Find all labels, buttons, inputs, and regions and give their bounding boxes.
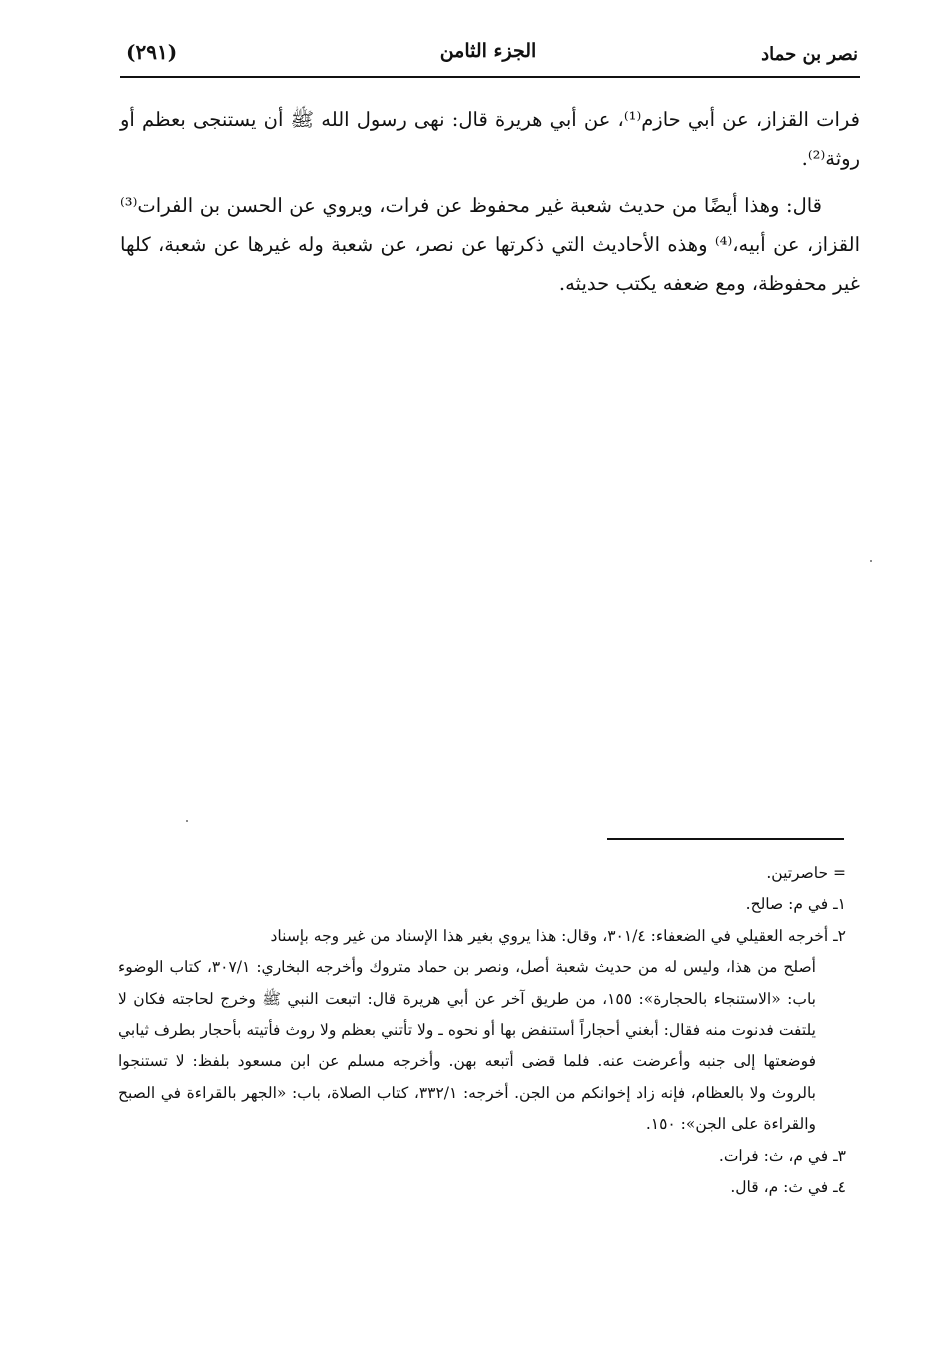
header-rule [120,76,860,78]
footnotes [118,858,846,1203]
running-title: نصر بن حماد [761,44,858,65]
footnote-3: ٣ـ في م، ث: فرات. [718,1146,846,1165]
main-text [120,100,860,311]
footnote-separator [607,838,844,840]
paragraph-1: فرات القزاز، عن أبي حازم⁽¹⁾، عن أبي هريرة قال: نهى رسول الله ﷺ أن يستنجى بعظم أو روثة⁽²⁾. [120,108,860,170]
footnote-2-first-line: ٢ـ أخرجه العقيلي في الضعفاء: ٣٠١/٤، وقال: هذا يروي بغير هذا الإسناد من غير وجه بإسناد [270,926,846,945]
page-number: (٢٩١) [126,40,178,64]
footnote-2-body: أصلح من هذا، وليس له من حديث شعبة أصل، ونصر بن حماد متروك وأخرجه البخاري: ٣٠٧/١، كتاب الوضوء باب: «الاستنجاء بالحجارة»: ١٥٥، من طريق آخر عن أبي هريرة قال: اتبعت النبي ﷺ وخرج لحاجته فكان لا يلتفت فدنوت منه فقال: أبغني أحجاراً أستنفض بها أو نحوه ـ ولا تأتني بعظم ولا روث فأتيته بأحجار بطرف ثيابي فوضعتها إلى جنبه وأعرضت عنه. فلما قضى أتبعه بهن. وأخرجه مسلم عن ابن مسعود بلفظ: لا تستنجوا بالروث ولا بالعظام، فإنه زاد إخوانكم من الجن. أخرجه: ٣٣٢/١، كتاب الصلاة، باب: «الجهر بالقراءة في الصبح والقراءة على الجن»: ١٥٠. [118,958,816,1134]
scan-speck [870,560,872,562]
volume-title: الجزء الثامن [439,40,537,62]
footnote-continuation: = حاصرتين. [766,864,846,882]
scan-speck [186,820,188,822]
footnote-1: ١ـ في م: صالح. [745,895,846,914]
footnote-4: ٤ـ في ث: م، قال. [730,1178,846,1197]
paragraph-2: قال: وهذا أيضًا من حديث شعبة غير محفوظ عن فرات، ويروي عن الحسن بن الفرات⁽³⁾ القزاز، عن أبيه،⁽⁴⁾ وهذه الأحاديث التي ذكرتها عن نصر، عن شعبة وله غيرها عن شعبة، كلها غير محفوظة، ومع ضعفه يكتب حديثه. [120,194,860,295]
page-header [118,36,858,76]
